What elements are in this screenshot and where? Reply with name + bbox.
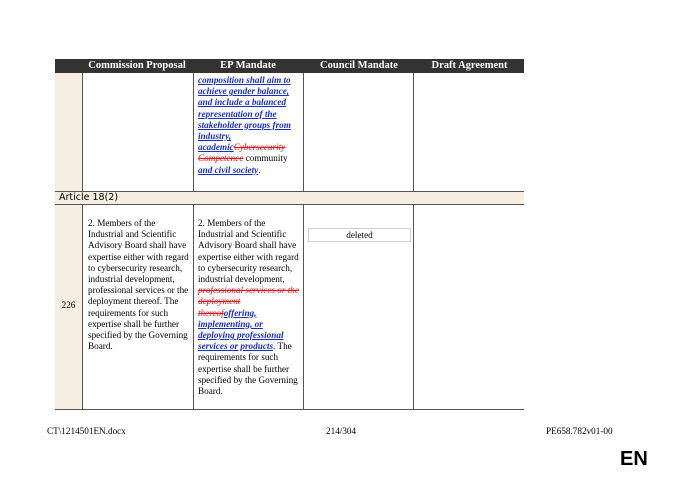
article-section-bar [55,191,524,205]
footer-page-number: 214/304 [326,426,357,436]
ep-deletion: professional services or the deployment thereof [198,285,299,318]
ep-mandate-text [198,218,300,397]
ep-insertion: composition shall aim to achieve gender balance, and include a balanced representation of the stakeholder groups from industry, academic [198,75,291,153]
header-commission-proposal: Commission Proposal [88,60,186,71]
commission-proposal-text: 2. Members of the Industrial and Scientific Advisory Board shall have expertise either with regard to cybersecurity research, industrial development, professional services or the deployment thereof. The requirements for such expertise shall be further specified by the Governing Board. [88,218,189,352]
header-draft-agreement: Draft Agreement [431,60,508,71]
grid-line [303,204,304,409]
grid-line [193,73,194,191]
grid-line [303,73,304,191]
grid-line [413,204,414,409]
ep-plain: community [243,153,288,164]
footer-document-ref: CT\1214501EN.docx [47,426,126,436]
continued-row-number-cell [55,73,82,191]
header-council-mandate: Council Mandate [320,60,398,71]
continued-ep-mandate-text [198,75,300,176]
footer-pe-number: PE658.782v01-00 [546,426,613,436]
grid-line [82,204,83,409]
ep-plain: . [258,164,261,175]
table-header [55,59,524,73]
article-label: Article 18(2) [59,192,119,203]
grid-line [82,73,83,191]
council-mandate-deleted: deleted [308,228,411,242]
grid-line [55,409,524,410]
ep-plain: 2. Members of the Industrial and Scientific Advisory Board shall have expertise either with regard to cybersecurity research, industrial development, [198,218,299,285]
row-number: 226 [61,300,76,310]
grid-line [193,204,194,409]
ep-plain: . The requirements for such expertise shall be further specified by the Governing Board. [198,341,298,397]
language-tag: EN [620,448,648,470]
ep-insertion: and civil society [198,164,259,175]
ep-deletion: Cybersecurity Competence [198,142,286,164]
ep-insertion: offering, implementing, or deploying professional services or products [198,307,284,352]
grid-line [413,73,414,191]
header-ep-mandate: EP Mandate [220,60,276,71]
